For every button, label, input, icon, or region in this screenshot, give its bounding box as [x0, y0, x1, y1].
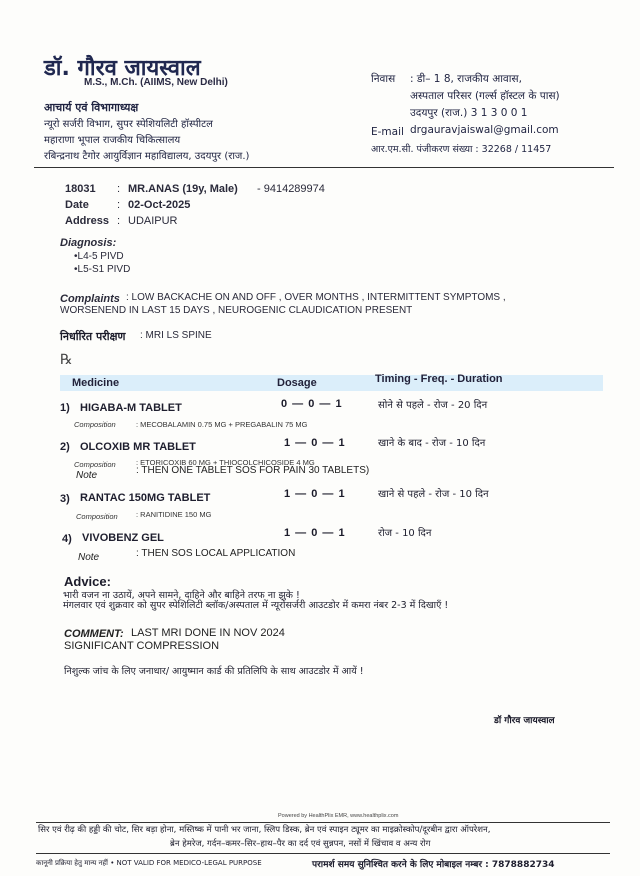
- doctor-degree: M.S., M.Ch. (AIIMS, New Delhi): [84, 77, 228, 88]
- patient-address: UDAIPUR: [128, 215, 178, 227]
- investigation-title: निर्धारित परीक्षण: [60, 330, 126, 343]
- patient-id: 18031: [65, 183, 96, 195]
- date-sep: :: [117, 199, 121, 211]
- address-label: निवास: [371, 73, 396, 85]
- medicine-name: VIVOBENZ GEL: [82, 532, 164, 544]
- free-test-note: निशुल्क जांच के लिए जनाधार/ आयुष्मान कार्ड की प्रतिलिपि के साथ आउटडोर में आयें !: [64, 666, 364, 677]
- address-line-2: अस्पताल परिसर (गर्ल्स हॉस्टल के पास): [410, 90, 560, 102]
- footer-divider-top: [36, 822, 610, 823]
- address-field-label: Address: [65, 215, 110, 227]
- comment-line-2: SIGNIFICANT COMPRESSION: [64, 640, 220, 652]
- date-label: Date: [65, 199, 89, 211]
- diagnosis-title: Diagnosis:: [60, 237, 117, 249]
- visit-date: 02-Oct-2025: [128, 199, 191, 211]
- complaints-line-1: : LOW BACKACHE ON AND OFF , OVER MONTHS , INTERMITTENT SYMPTOMS ,: [126, 292, 506, 303]
- footer-services-2: ब्रेन हेमरेज, गर्दन–कमर–सिर–हाथ–पैर का दर्द एवं सुन्नपन, नसों में खिंचाव व अन्य रोग: [170, 839, 431, 849]
- composition-value: : MECOBALAMIN 0.75 MG + PREGABALIN 75 MG: [136, 420, 308, 429]
- comment-title: COMMENT:: [64, 628, 124, 640]
- powered-by: Powered by HealthPlix EMR, www.healthplix.com: [278, 813, 399, 819]
- comment-line-1: LAST MRI DONE IN NOV 2024: [131, 627, 285, 639]
- medicine-name: HIGABA-M TABLET: [80, 402, 182, 414]
- footer-legal: कानूनी प्रक्रिया हेतु मान्य नहीं • NOT VALID FOR MEDICO-LEGAL PURPOSE: [36, 859, 262, 867]
- advice-line-1: भारी वजन ना उठायें, अपने सामने, दाहिने और बाहिने तरफ ना झुके !: [63, 590, 300, 601]
- complaints-title: Complaints: [60, 293, 120, 305]
- header-divider: [34, 167, 614, 168]
- address-sep: :: [117, 215, 121, 227]
- doctor-name: डॉ. गौरव जायस्वाल: [44, 56, 201, 81]
- patient-phone: - 9414289974: [257, 183, 325, 195]
- composition-label: Composition: [74, 460, 116, 469]
- doctor-hospital: महाराणा भूपाल राजकीय चिकित्सालय: [44, 135, 181, 146]
- composition-value: : RANITIDINE 150 MG: [136, 510, 212, 519]
- doctor-signature: डॉ गौरव जायस्वाल: [494, 716, 555, 726]
- advice-title: Advice:: [64, 574, 111, 589]
- patient-id-sep: :: [117, 183, 121, 195]
- medicine-timing: सोने से पहले - रोज - 20 दिन: [378, 400, 488, 411]
- note-value: : THEN SOS LOCAL APPLICATION: [136, 548, 296, 559]
- medicine-number: 4): [62, 533, 72, 545]
- medicine-timing: खाने से पहले - रोज - 10 दिन: [378, 489, 489, 500]
- composition-value: : ETORICOXIB 60 MG + THIOCOLCHICOSIDE 4 MG: [136, 458, 315, 467]
- header-dosage: Dosage: [277, 377, 317, 389]
- note-label: Note: [78, 552, 100, 563]
- email-value: drgauravjaiswal@gmail.com: [410, 124, 559, 136]
- email-label: E-mail: [371, 126, 404, 138]
- doctor-designation: आचार्य एवं विभागाध्यक्ष: [44, 101, 139, 114]
- complaints-line-2: WORSENEND IN LAST 15 DAYS , NEUROGENIC CLAUDICATION PRESENT: [60, 305, 413, 316]
- footer-services-1: सिर एवं रीढ़ की हड्डी की चोट, सिर बड़ा होना, मस्तिष्क में पानी भर जाना, स्लिप डिस्क, ब्रेन एवं स्पाइन ट्यूमर का माइक्रोस्कोप/दूरबीन द्वारा ऑपरेशन,: [38, 825, 491, 835]
- diagnosis-item: • L4-5 PIVD: [74, 251, 124, 262]
- doctor-college: रबिन्द्रनाथ टैगोर आयुर्विज्ञान महाविद्यालय, उदयपुर (राज.): [44, 151, 250, 162]
- medicine-number: 1): [60, 402, 70, 414]
- medicine-dose: 1 — 0 — 1: [284, 488, 346, 500]
- investigation-value: : MRI LS SPINE: [140, 330, 212, 341]
- doctor-department: न्यूरो सर्जरी विभाग, सुपर स्पेशियलिटी हॉस्पीटल: [44, 119, 213, 130]
- rx-symbol: ℞: [60, 352, 73, 368]
- medicine-timing: रोज - 10 दिन: [378, 528, 432, 539]
- diagnosis-item: • L5-S1 PIVD: [74, 264, 130, 275]
- composition-label: Composition: [76, 512, 118, 521]
- medicine-number: 2): [60, 441, 70, 453]
- medicine-dose: 1 — 0 — 1: [284, 437, 346, 449]
- address-line-1: : डी– 1 8, राजकीय आवास,: [410, 73, 522, 85]
- medicine-dose: 1 — 0 — 1: [284, 527, 346, 539]
- address-line-3: उदयपुर (राज.) 3 1 3 0 0 1: [410, 107, 528, 119]
- footer-appointment: परामर्श समय सुनिश्चित करने के लिए मोबाइल नम्बर : 7878882734: [312, 860, 555, 870]
- footer-divider-bottom: [36, 853, 610, 854]
- medicine-timing: खाने के बाद - रोज - 10 दिन: [378, 438, 486, 449]
- note-label: Note: [76, 470, 98, 481]
- registration-number: आर.एम.सी. पंजीकरण संख्या : 32268 / 11457: [371, 144, 552, 155]
- header-medicine: Medicine: [72, 377, 120, 389]
- header-timing: Timing - Freq. - Duration: [375, 373, 503, 385]
- note-value: : THEN ONE TABLET SOS FOR PAIN 30 TABLETS): [136, 465, 370, 476]
- medicine-name: RANTAC 150MG TABLET: [80, 492, 211, 504]
- patient-name: MR.ANAS (19y, Male): [128, 183, 238, 195]
- medicine-header-band: [60, 375, 603, 391]
- advice-line-2: मंगलवार एवं शुक्रवार को सुपर स्पेशिलिटी ब्लॉक/अस्पताल में न्यूरोसर्जरी आउटडोर में कमरा नंबर 2-3 में दिखाएँ !: [63, 600, 449, 611]
- composition-label: Composition: [74, 420, 116, 429]
- medicine-name: OLCOXIB MR TABLET: [80, 441, 196, 453]
- medicine-number: 3): [60, 493, 70, 505]
- medicine-dose: 0 — 0 — 1: [281, 398, 343, 410]
